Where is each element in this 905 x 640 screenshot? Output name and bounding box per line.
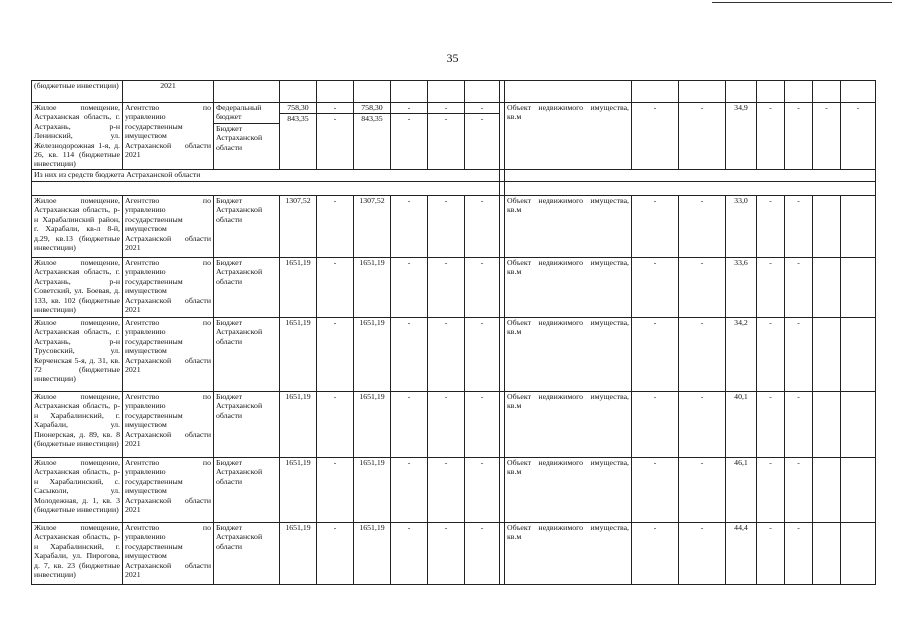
source-cell: Бюджет Астраханской области xyxy=(214,196,280,258)
empty-cell xyxy=(813,81,841,103)
object-cell: Жилое помещение, Астраханская область, г. Астрахань, р-н Ленинский, ул. Железнодорожная 1-я, д. 26, кв. 114 (бюджетные инвестиции) xyxy=(32,103,123,170)
dash-cell: - xyxy=(757,458,785,523)
dash-cell: - xyxy=(465,258,500,318)
dash-cell: - xyxy=(757,392,785,458)
dash-cell: - xyxy=(785,392,813,458)
object-cell: Жилое помещение, Астраханская область, р-н Харабалинский, г. Харабали, ул. Пирогова, д. 7, кв. 23 (бюджетные инвестиции) xyxy=(32,523,123,585)
empty-cell xyxy=(841,258,876,318)
dash-cell: - xyxy=(428,196,465,258)
dash-cell: - xyxy=(679,458,726,523)
dash-cell: - xyxy=(679,523,726,585)
agency-cell: 2021 xyxy=(123,81,214,103)
source-cell: Бюджет Астраханской области xyxy=(214,392,280,458)
col4-cell: 1651,19 xyxy=(354,523,391,585)
value-cell: 34,9 xyxy=(726,103,757,170)
empty-cell xyxy=(465,81,500,103)
empty-cell xyxy=(813,392,841,458)
dash-cell: - xyxy=(317,258,354,318)
dash-cell: - - xyxy=(428,103,465,170)
spacer-cell xyxy=(505,182,876,196)
dash-cell: - xyxy=(632,523,679,585)
empty-cell xyxy=(391,81,428,103)
dash-cell: - - xyxy=(391,103,428,170)
dash-cell: - xyxy=(428,258,465,318)
dash-cell: - xyxy=(391,318,428,392)
dash-cell: - xyxy=(632,318,679,392)
dash-cell: - xyxy=(679,318,726,392)
top-rule xyxy=(712,2,892,3)
table-row xyxy=(32,523,876,585)
table-row xyxy=(32,196,876,258)
table-row xyxy=(32,458,876,523)
empty-cell xyxy=(785,81,813,103)
col4-cell: 1651,19 xyxy=(354,458,391,523)
dash-cell: - xyxy=(785,196,813,258)
agency-cell: Агентство по управлению государственным имуществом Астраханской области 2021 xyxy=(123,392,214,458)
result-cell: Объект недвижимого имущества, кв.м xyxy=(505,196,632,258)
dash-cell: - xyxy=(317,523,354,585)
source-cell: Бюджет Астраханской области xyxy=(214,318,280,392)
dash-cell: - xyxy=(391,392,428,458)
dash-cell: - xyxy=(465,392,500,458)
dash-cell: - xyxy=(632,196,679,258)
value-cell: 33,0 xyxy=(726,196,757,258)
dash-cell: - xyxy=(391,458,428,523)
dash-cell: - xyxy=(785,103,813,170)
object-cell: Жилое помещение, Астраханская область, г. Астрахань, р-н Трусовский, ул. Керченская 5-я, д. 31, кв. 72 (бюджетные инвестиции) xyxy=(32,318,123,392)
dash-cell: - xyxy=(428,318,465,392)
dash-cell: - xyxy=(391,523,428,585)
empty-cell xyxy=(428,81,465,103)
empty-cell xyxy=(214,81,280,103)
table-row-continued xyxy=(32,81,876,103)
col4-cell: 1651,19 xyxy=(354,392,391,458)
dash-cell: - xyxy=(679,103,726,170)
section-title: Из них из средств бюджета Астраханской области xyxy=(32,170,500,182)
spacer-cell xyxy=(32,182,500,196)
source-federal: Федеральный бюджет xyxy=(216,103,262,122)
col4-cell: 1307,52 xyxy=(354,196,391,258)
dash-cell: - xyxy=(785,318,813,392)
result-cell: Объект недвижимого имущества, кв.м xyxy=(505,318,632,392)
dash-cell: - xyxy=(679,258,726,318)
amount-cell: 1651,19 xyxy=(280,258,317,318)
empty-cell xyxy=(757,81,785,103)
amount-cell: 1307,52 xyxy=(280,196,317,258)
col4-cell: 1651,19 xyxy=(354,318,391,392)
empty-cell xyxy=(841,458,876,523)
object-cell: Жилое помещение, Астраханская область, р-н Харабалинский, г. Харабали, ул. Пионерская, д. 89, кв. 8 (бюджетные инвестиции) xyxy=(32,392,123,458)
amount-cell: 1651,19 xyxy=(280,523,317,585)
empty-cell xyxy=(354,81,391,103)
amount-cell: 1651,19 xyxy=(280,392,317,458)
dash-cell: - xyxy=(465,523,500,585)
dash-cell: - xyxy=(465,318,500,392)
object-cell: Жилое помещение, Астраханская область, р-н Харабалинский, с. Сасыколи, ул. Молодежная, д. 1, кв. 3 (бюджетные инвестиции) xyxy=(32,458,123,523)
amount-cell: 1651,19 xyxy=(280,458,317,523)
source-cell: Бюджет Астраханской области xyxy=(214,523,280,585)
dash-cell: - - xyxy=(465,103,500,170)
agency-cell: Агентство по управлению государственным имуществом Астраханской области 2021 xyxy=(123,258,214,318)
dash-cell: - xyxy=(841,103,876,170)
dash-cell: - xyxy=(785,523,813,585)
dash-cell: - xyxy=(632,458,679,523)
dash-cell: - xyxy=(428,392,465,458)
amount-regional: 843,35 xyxy=(280,113,316,123)
empty-cell xyxy=(841,523,876,585)
section-right xyxy=(505,170,876,182)
amount-cell xyxy=(280,103,317,170)
source-cell: Бюджет Астраханской области xyxy=(214,458,280,523)
result-cell: Объект недвижимого имущества, кв.м xyxy=(505,458,632,523)
empty-cell xyxy=(813,523,841,585)
empty-cell xyxy=(841,392,876,458)
dash-cell: - xyxy=(632,392,679,458)
result-cell: Объект недвижимого имущества, кв.м xyxy=(505,258,632,318)
value-cell: 34,2 xyxy=(726,318,757,392)
dash-cell: - xyxy=(465,196,500,258)
empty-cell xyxy=(813,458,841,523)
agency-cell: Агентство по управлению государственным имуществом Астраханской области 2021 xyxy=(123,458,214,523)
dash-cell: - xyxy=(317,458,354,523)
empty-cell xyxy=(679,81,726,103)
table-row xyxy=(32,318,876,392)
source-regional: Бюджет Астраханской области xyxy=(214,123,279,152)
source-cell xyxy=(214,103,280,170)
agency-cell: Агентство по управлению государственным имуществом Астраханской области 2021 xyxy=(123,103,214,170)
result-cell: Объект недвижимого имущества, кв.м xyxy=(505,523,632,585)
col4-cell: 1651,19 xyxy=(354,258,391,318)
section-row xyxy=(32,170,876,182)
value-cell: 44,4 xyxy=(726,523,757,585)
table-row xyxy=(32,392,876,458)
dash-cell: - xyxy=(785,458,813,523)
dash-cell: - xyxy=(757,523,785,585)
empty-cell xyxy=(813,196,841,258)
dash-cell: - xyxy=(757,196,785,258)
dash-cell: - xyxy=(428,523,465,585)
table-row-mixed-funding xyxy=(32,103,876,170)
source-cell: Бюджет Астраханской области xyxy=(214,258,280,318)
dash-cell: - xyxy=(391,196,428,258)
object-cell: Жилое помещение, Астраханская область, р-н Харабалинский район, г. Харабали, кв-л 8-й, д.29, кв.13 (бюджетные инвестиции) xyxy=(32,196,123,258)
dash-cell: - xyxy=(428,458,465,523)
dash-cell: - xyxy=(813,103,841,170)
spacer-row xyxy=(32,182,876,196)
result-cell: Объект недвижимого имущества, кв.м xyxy=(505,103,632,170)
empty-cell xyxy=(280,81,317,103)
dash-cell: - xyxy=(317,196,354,258)
empty-cell xyxy=(813,318,841,392)
empty-cell xyxy=(841,196,876,258)
dash-cell: - xyxy=(632,258,679,318)
dash-cell: - - xyxy=(317,103,354,170)
empty-cell xyxy=(841,81,876,103)
empty-cell xyxy=(813,258,841,318)
dash-cell: - xyxy=(465,458,500,523)
empty-cell xyxy=(317,81,354,103)
dash-cell: - xyxy=(317,318,354,392)
agency-cell: Агентство по управлению государственным имуществом Астраханской области 2021 xyxy=(123,318,214,392)
value-cell: 33,6 xyxy=(726,258,757,318)
dash-cell: - xyxy=(757,258,785,318)
col4-cell: 758,30 843,35 xyxy=(354,103,391,170)
empty-cell xyxy=(726,81,757,103)
budget-table xyxy=(31,80,876,585)
dash-cell: - xyxy=(391,258,428,318)
amount-cell: 1651,19 xyxy=(280,318,317,392)
dash-cell: - xyxy=(679,392,726,458)
agency-cell: Агентство по управлению государственным имуществом Астраханской области 2021 xyxy=(123,523,214,585)
value-cell: 46,1 xyxy=(726,458,757,523)
dash-cell: - xyxy=(632,103,679,170)
amount-federal: 758,30 xyxy=(287,103,309,112)
dash-cell: - xyxy=(679,196,726,258)
empty-cell xyxy=(505,81,632,103)
empty-cell xyxy=(841,318,876,392)
object-cell: (бюджетные инвестиции) xyxy=(32,81,123,103)
value-cell: 40,1 xyxy=(726,392,757,458)
dash-cell: - xyxy=(317,392,354,458)
page-number: 35 xyxy=(446,51,459,65)
agency-cell: Агентство по управлению государственным имуществом Астраханской области 2021 xyxy=(123,196,214,258)
dash-cell: - xyxy=(757,318,785,392)
dash-cell: - xyxy=(757,103,785,170)
result-cell: Объект недвижимого имущества, кв.м xyxy=(505,392,632,458)
dash-cell: - xyxy=(785,258,813,318)
object-cell: Жилое помещение, Астраханская область, г. Астрахань, р-н Советский, ул. Боевая, д. 133, кв. 102 (бюджетные инвестиции) xyxy=(32,258,123,318)
table-row xyxy=(32,258,876,318)
empty-cell xyxy=(632,81,679,103)
